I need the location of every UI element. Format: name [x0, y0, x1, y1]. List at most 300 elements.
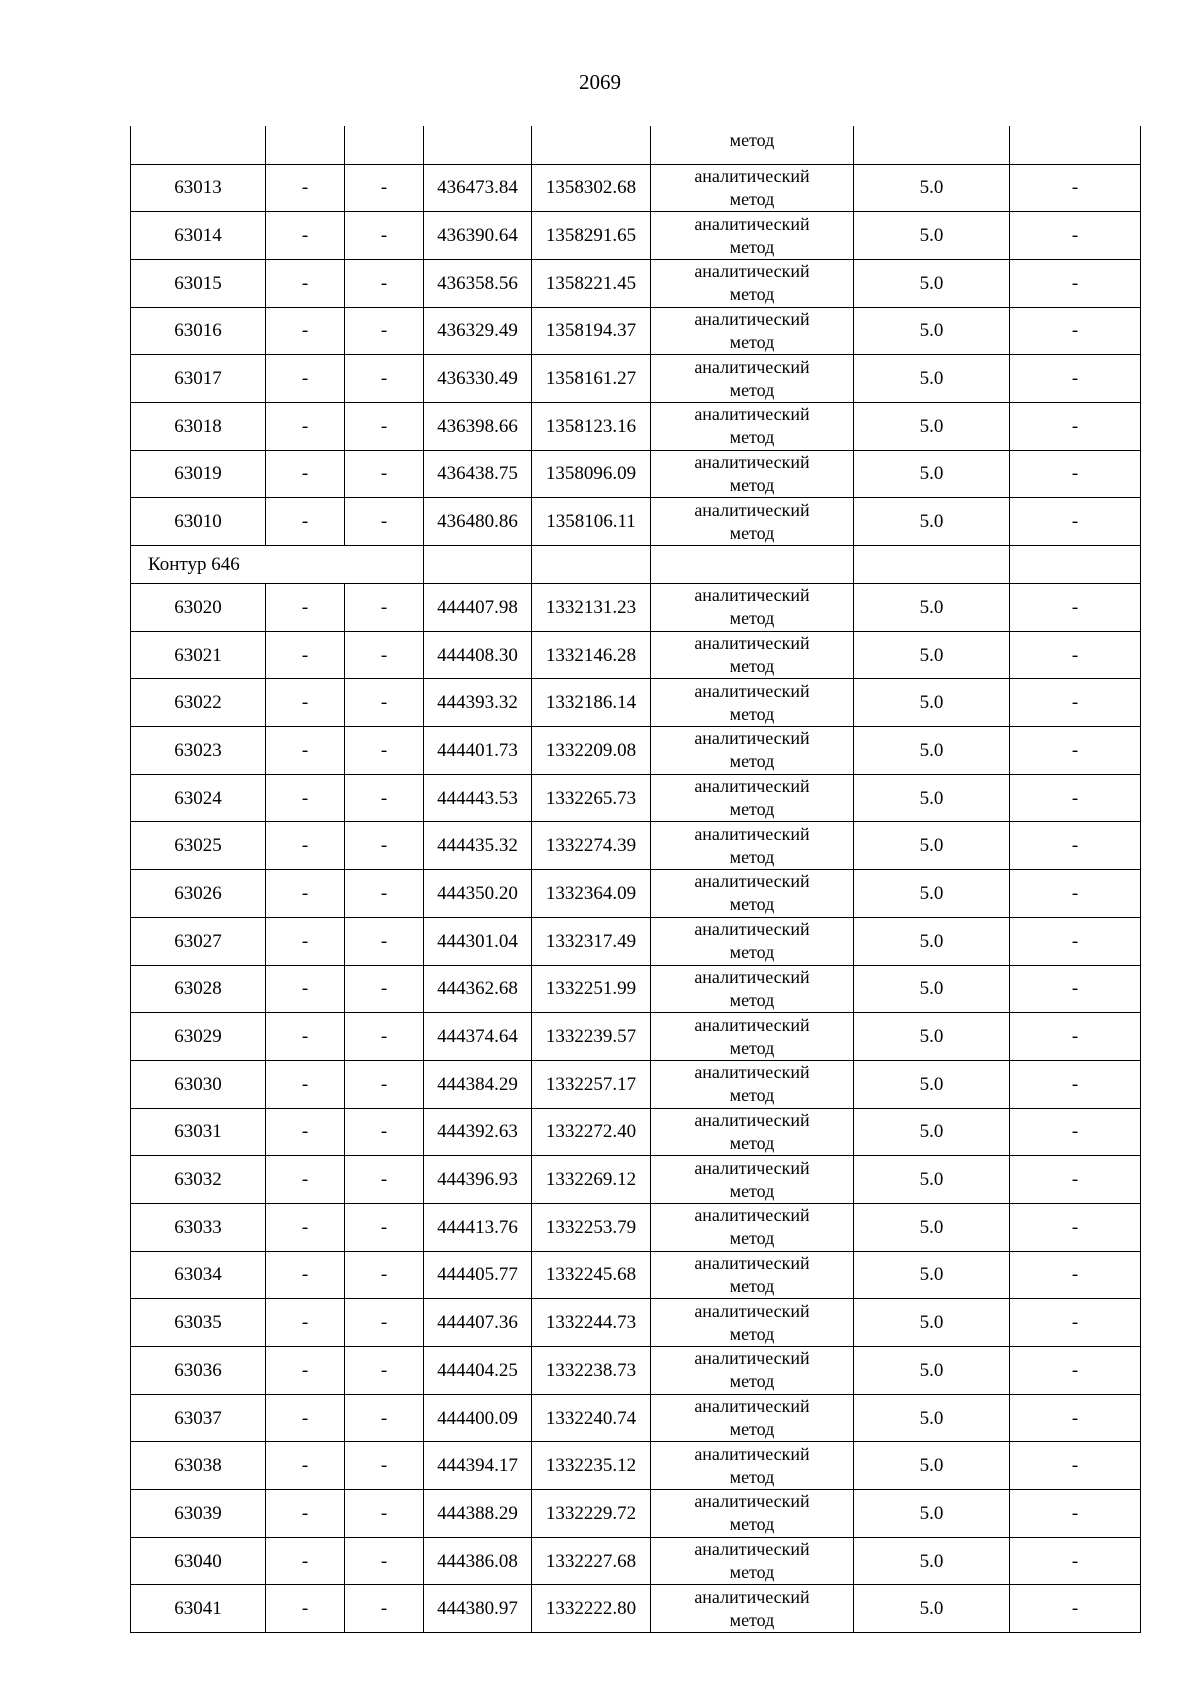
cell-col3: -	[345, 870, 424, 918]
cell-x: 436480.86	[424, 498, 532, 546]
cell-accuracy: 5.0	[854, 1347, 1010, 1395]
cell-accuracy: 5.0	[854, 259, 1010, 307]
cell-x: 444401.73	[424, 727, 532, 775]
cell-x: 444407.36	[424, 1299, 532, 1347]
cell-col3: -	[345, 917, 424, 965]
cell-method	[651, 1013, 854, 1061]
cell-accuracy: 5.0	[854, 631, 1010, 679]
cell-point-id: 63041	[131, 1585, 266, 1633]
cell-method	[651, 631, 854, 679]
cell-y: 1358096.09	[532, 450, 651, 498]
table-row	[131, 1156, 1141, 1204]
cell-col3: -	[345, 355, 424, 403]
cell-accuracy: 5.0	[854, 1442, 1010, 1490]
table-row	[131, 259, 1141, 307]
cell-method	[651, 402, 854, 450]
cell-col2: -	[266, 1203, 345, 1251]
cell-method	[651, 1108, 854, 1156]
cell-point-id: 63027	[131, 917, 266, 965]
method-line-2: метод	[729, 1419, 775, 1440]
cell-y: 1358161.27	[532, 355, 651, 403]
cell-col3: -	[345, 1108, 424, 1156]
cell-method	[651, 1251, 854, 1299]
cell-col8	[1010, 546, 1141, 584]
cell-col8: -	[1010, 164, 1141, 212]
method-line-1: аналитический	[694, 1491, 810, 1512]
cell-accuracy: 5.0	[854, 727, 1010, 775]
cell-y: 1332227.68	[532, 1537, 651, 1585]
cell-col8: -	[1010, 1108, 1141, 1156]
cell-col2: -	[266, 727, 345, 775]
method-line-2: метод	[729, 236, 775, 257]
cell-y: 1332209.08	[532, 727, 651, 775]
cell-col8: -	[1010, 1299, 1141, 1347]
cell-y: 1358291.65	[532, 212, 651, 260]
cell-x: 436438.75	[424, 450, 532, 498]
method-line-2: метод	[729, 608, 775, 629]
cell-col2: -	[266, 1108, 345, 1156]
cell-accuracy: 5.0	[854, 1060, 1010, 1108]
cell-point-id: 63016	[131, 307, 266, 355]
cell-col2: -	[266, 498, 345, 546]
cell-accuracy: 5.0	[854, 1203, 1010, 1251]
method-line-2: метод	[729, 1609, 775, 1630]
method-line-2: метод	[729, 656, 775, 677]
cell-col8: -	[1010, 402, 1141, 450]
cell-col3: -	[345, 1203, 424, 1251]
cell-x: 444396.93	[424, 1156, 532, 1204]
cell-col3: -	[345, 774, 424, 822]
cell-method	[651, 822, 854, 870]
cell-col3: -	[345, 584, 424, 632]
cell-accuracy: 5.0	[854, 164, 1010, 212]
table-row	[131, 1394, 1141, 1442]
method-line-1: аналитический	[694, 308, 810, 329]
method-line-1: аналитический	[694, 1300, 810, 1321]
cell-point-id: 63017	[131, 355, 266, 403]
cell-col8: -	[1010, 679, 1141, 727]
cell-method	[651, 1442, 854, 1490]
method-line-2: метод	[729, 751, 775, 772]
cell-point-id: 63021	[131, 631, 266, 679]
coordinates-table	[130, 126, 1141, 1633]
method-line-1: аналитический	[694, 1205, 810, 1226]
method-line-1: аналитический	[694, 356, 810, 377]
cell-x: 444443.53	[424, 774, 532, 822]
method-line-2: метод	[729, 188, 775, 209]
method-line-2: метод	[729, 522, 775, 543]
cell-col8	[1010, 126, 1141, 164]
cell-y: 1332222.80	[532, 1585, 651, 1633]
cell-method	[651, 679, 854, 727]
cell-y: 1332146.28	[532, 631, 651, 679]
method-line-2: метод	[729, 331, 775, 352]
cell-point-id: 63035	[131, 1299, 266, 1347]
cell-y: 1332272.40	[532, 1108, 651, 1156]
method-line-2: метод	[729, 799, 775, 820]
cell-y: 1332245.68	[532, 1251, 651, 1299]
method-line-2: метод	[729, 379, 775, 400]
cell-col2: -	[266, 631, 345, 679]
cell-col2: -	[266, 774, 345, 822]
method-line-2: метод	[729, 1323, 775, 1344]
cell-x: 436329.49	[424, 307, 532, 355]
method-line-2: метод	[729, 1466, 775, 1487]
cell-col3: -	[345, 402, 424, 450]
method-line-2: метод	[729, 1132, 775, 1153]
cell-point-id: 63014	[131, 212, 266, 260]
table-row	[131, 1585, 1141, 1633]
cell-col8: -	[1010, 822, 1141, 870]
cell-x	[424, 546, 532, 584]
cell-col3: -	[345, 498, 424, 546]
cell-accuracy: 5.0	[854, 212, 1010, 260]
cell-method	[651, 164, 854, 212]
method-line-1: аналитический	[694, 633, 810, 654]
cell-accuracy: 5.0	[854, 498, 1010, 546]
cell-point-id: 63028	[131, 965, 266, 1013]
cell-point-id: 63013	[131, 164, 266, 212]
cell-accuracy: 5.0	[854, 1108, 1010, 1156]
cell-y	[532, 126, 651, 164]
cell-accuracy: 5.0	[854, 1299, 1010, 1347]
cell-point-id: 63010	[131, 498, 266, 546]
cell-col8: -	[1010, 1156, 1141, 1204]
cell-col2: -	[266, 402, 345, 450]
method-line-2: метод	[729, 1228, 775, 1249]
cell-col8: -	[1010, 1203, 1141, 1251]
cell-col2: -	[266, 584, 345, 632]
cell-col2: -	[266, 1394, 345, 1442]
cell-x: 444408.30	[424, 631, 532, 679]
cell-point-id: 63031	[131, 1108, 266, 1156]
table-row	[131, 212, 1141, 260]
cell-accuracy: 5.0	[854, 584, 1010, 632]
cell-point-id: 63039	[131, 1490, 266, 1538]
cell-accuracy: 5.0	[854, 1013, 1010, 1061]
cell-col2: -	[266, 1251, 345, 1299]
method-line-2: метод	[729, 989, 775, 1010]
cell-method	[651, 1585, 854, 1633]
cell-col3: -	[345, 1394, 424, 1442]
table-row-continuation	[131, 126, 1141, 164]
cell-col2: -	[266, 822, 345, 870]
cell-point-id: 63025	[131, 822, 266, 870]
cell-col2: -	[266, 679, 345, 727]
cell-x: 444374.64	[424, 1013, 532, 1061]
table-row	[131, 774, 1141, 822]
cell-accuracy: 5.0	[854, 450, 1010, 498]
cell-x: 444393.32	[424, 679, 532, 727]
cell-point-id: 63038	[131, 1442, 266, 1490]
cell-accuracy: 5.0	[854, 1251, 1010, 1299]
cell-y: 1332240.74	[532, 1394, 651, 1442]
cell-point-id: 63040	[131, 1537, 266, 1585]
cell-y: 1332253.79	[532, 1203, 651, 1251]
method-line-1: аналитический	[694, 213, 810, 234]
cell-col3: -	[345, 1251, 424, 1299]
cell-method	[651, 1347, 854, 1395]
method-line-1: аналитический	[694, 261, 810, 282]
method-line-1: аналитический	[694, 1443, 810, 1464]
cell-col2: -	[266, 1156, 345, 1204]
cell-y: 1358106.11	[532, 498, 651, 546]
method-line-1: аналитический	[694, 919, 810, 940]
cell-method	[651, 259, 854, 307]
cell-point-id: 63029	[131, 1013, 266, 1061]
cell-y: 1332131.23	[532, 584, 651, 632]
cell-col2: -	[266, 259, 345, 307]
method-line-1: аналитический	[694, 1109, 810, 1130]
cell-col3: -	[345, 1013, 424, 1061]
method-line-2: метод	[729, 1514, 775, 1535]
cell-col2: -	[266, 1347, 345, 1395]
cell-col3: -	[345, 1156, 424, 1204]
cell-x	[424, 126, 532, 164]
method-line-2: метод	[729, 703, 775, 724]
cell-y: 1332257.17	[532, 1060, 651, 1108]
table-row	[131, 307, 1141, 355]
cell-col2: -	[266, 307, 345, 355]
cell-method	[651, 774, 854, 822]
cell-accuracy: 5.0	[854, 355, 1010, 403]
contour-header-row	[131, 546, 1141, 584]
cell-point-id: 63037	[131, 1394, 266, 1442]
cell-point-id: 63019	[131, 450, 266, 498]
cell-col2: -	[266, 164, 345, 212]
cell-accuracy: 5.0	[854, 402, 1010, 450]
cell-x: 444384.29	[424, 1060, 532, 1108]
cell-accuracy: 5.0	[854, 822, 1010, 870]
cell-method	[651, 1490, 854, 1538]
method-line-1: аналитический	[694, 1157, 810, 1178]
cell-col2: -	[266, 917, 345, 965]
method-line-2: метод	[729, 1085, 775, 1106]
cell-point-id: 63024	[131, 774, 266, 822]
cell-accuracy: 5.0	[854, 917, 1010, 965]
coordinates-table-body	[131, 126, 1141, 1633]
cell-y: 1358302.68	[532, 164, 651, 212]
table-row	[131, 584, 1141, 632]
cell-accuracy: 5.0	[854, 679, 1010, 727]
cell-point-id: 63036	[131, 1347, 266, 1395]
cell-col3: -	[345, 1347, 424, 1395]
cell-point-id	[131, 126, 266, 164]
table-row	[131, 1013, 1141, 1061]
table-row	[131, 402, 1141, 450]
table-row	[131, 870, 1141, 918]
cell-y: 1332244.73	[532, 1299, 651, 1347]
cell-accuracy: 5.0	[854, 1537, 1010, 1585]
cell-accuracy: 5.0	[854, 870, 1010, 918]
cell-col8: -	[1010, 1013, 1141, 1061]
method-line-1: аналитический	[694, 1062, 810, 1083]
table-row	[131, 450, 1141, 498]
cell-x: 444388.29	[424, 1490, 532, 1538]
cell-x: 436473.84	[424, 164, 532, 212]
cell-y	[532, 546, 651, 584]
table-row	[131, 1490, 1141, 1538]
cell-col8: -	[1010, 1060, 1141, 1108]
cell-point-id: 63033	[131, 1203, 266, 1251]
cell-y: 1332239.57	[532, 1013, 651, 1061]
cell-y: 1332364.09	[532, 870, 651, 918]
cell-col2: -	[266, 870, 345, 918]
cell-y: 1332229.72	[532, 1490, 651, 1538]
cell-x: 444435.32	[424, 822, 532, 870]
cell-x: 444405.77	[424, 1251, 532, 1299]
cell-col8: -	[1010, 498, 1141, 546]
cell-point-id: 63034	[131, 1251, 266, 1299]
cell-col2: -	[266, 1490, 345, 1538]
cell-col8: -	[1010, 1585, 1141, 1633]
cell-method	[651, 212, 854, 260]
cell-y: 1332317.49	[532, 917, 651, 965]
cell-col3: -	[345, 822, 424, 870]
method-line-2: метод	[729, 1180, 775, 1201]
method-line-2: метод	[729, 1562, 775, 1583]
method-line-1: аналитический	[694, 1348, 810, 1369]
cell-col2: -	[266, 1013, 345, 1061]
cell-y: 1332238.73	[532, 1347, 651, 1395]
method-line-2: метод	[729, 846, 775, 867]
cell-col8: -	[1010, 1537, 1141, 1585]
cell-col3: -	[345, 679, 424, 727]
cell-col8: -	[1010, 870, 1141, 918]
table-row	[131, 917, 1141, 965]
cell-x: 444392.63	[424, 1108, 532, 1156]
cell-accuracy: 5.0	[854, 1585, 1010, 1633]
cell-method	[651, 584, 854, 632]
cell-point-id: 63020	[131, 584, 266, 632]
cell-col2: -	[266, 1299, 345, 1347]
cell-col8: -	[1010, 355, 1141, 403]
cell-col2: -	[266, 212, 345, 260]
cell-y: 1358221.45	[532, 259, 651, 307]
cell-col2: -	[266, 1537, 345, 1585]
cell-col3: -	[345, 631, 424, 679]
cell-col3: -	[345, 164, 424, 212]
cell-method	[651, 355, 854, 403]
cell-col8: -	[1010, 450, 1141, 498]
cell-method	[651, 307, 854, 355]
method-line-2: метод	[729, 1275, 775, 1296]
cell-y: 1358123.16	[532, 402, 651, 450]
method-line-2: метод	[729, 942, 775, 963]
cell-method	[651, 870, 854, 918]
method-line-2: метод	[729, 1037, 775, 1058]
cell-col8: -	[1010, 917, 1141, 965]
cell-accuracy: 5.0	[854, 965, 1010, 1013]
cell-col8: -	[1010, 1251, 1141, 1299]
cell-accuracy: 5.0	[854, 1490, 1010, 1538]
table-row	[131, 1442, 1141, 1490]
cell-method	[651, 1537, 854, 1585]
cell-method	[651, 1203, 854, 1251]
cell-col3: -	[345, 307, 424, 355]
method-line-1: аналитический	[694, 1539, 810, 1560]
method-line-1: аналитический	[694, 165, 810, 186]
cell-col3: -	[345, 1060, 424, 1108]
cell-accuracy: 5.0	[854, 1394, 1010, 1442]
cell-method	[651, 727, 854, 775]
cell-y: 1332186.14	[532, 679, 651, 727]
cell-method	[651, 1156, 854, 1204]
cell-col8: -	[1010, 584, 1141, 632]
method-line-2: метод	[729, 894, 775, 915]
cell-col2: -	[266, 1585, 345, 1633]
cell-col2: -	[266, 355, 345, 403]
cell-col2: -	[266, 450, 345, 498]
cell-x: 436390.64	[424, 212, 532, 260]
cell-method	[651, 965, 854, 1013]
cell-point-id: 63022	[131, 679, 266, 727]
table-row	[131, 679, 1141, 727]
table-row	[131, 1060, 1141, 1108]
page-number: 2069	[579, 70, 621, 94]
cell-x: 444394.17	[424, 1442, 532, 1490]
cell-accuracy: 5.0	[854, 307, 1010, 355]
method-line-1: аналитический	[694, 585, 810, 606]
cell-x: 436358.56	[424, 259, 532, 307]
cell-point-id: 63018	[131, 402, 266, 450]
cell-x: 444350.20	[424, 870, 532, 918]
method-line-1: аналитический	[694, 823, 810, 844]
method-line-2: метод	[729, 1371, 775, 1392]
cell-x: 444400.09	[424, 1394, 532, 1442]
cell-accuracy	[854, 546, 1010, 584]
cell-col2	[266, 126, 345, 164]
method-line-2: метод	[729, 284, 775, 305]
method-line-1: аналитический	[694, 1252, 810, 1273]
method-line-1: аналитический	[694, 451, 810, 472]
cell-y: 1358194.37	[532, 307, 651, 355]
cell-y: 1332274.39	[532, 822, 651, 870]
cell-col8: -	[1010, 727, 1141, 775]
cell-x: 444301.04	[424, 917, 532, 965]
cell-point-id: 63032	[131, 1156, 266, 1204]
table-row	[131, 727, 1141, 775]
method-line-1: аналитический	[694, 1586, 810, 1607]
table-row	[131, 164, 1141, 212]
cell-col3: -	[345, 1299, 424, 1347]
method-line-1: аналитический	[694, 680, 810, 701]
cell-method	[651, 1394, 854, 1442]
cell-y: 1332265.73	[532, 774, 651, 822]
cell-col3: -	[345, 965, 424, 1013]
cell-method	[651, 546, 854, 584]
cell-x: 444362.68	[424, 965, 532, 1013]
cell-x: 444386.08	[424, 1537, 532, 1585]
contour-label: Контур 646	[131, 546, 424, 584]
cell-y: 1332235.12	[532, 1442, 651, 1490]
cell-col3: -	[345, 1442, 424, 1490]
cell-method	[651, 498, 854, 546]
cell-x: 444380.97	[424, 1585, 532, 1633]
cell-col2: -	[266, 965, 345, 1013]
cell-col8: -	[1010, 1347, 1141, 1395]
cell-method	[651, 1299, 854, 1347]
cell-col8: -	[1010, 307, 1141, 355]
cell-col3: -	[345, 1537, 424, 1585]
cell-point-id: 63015	[131, 259, 266, 307]
cell-col3: -	[345, 212, 424, 260]
cell-accuracy: 5.0	[854, 774, 1010, 822]
cell-point-id: 63026	[131, 870, 266, 918]
cell-col8: -	[1010, 1490, 1141, 1538]
method-line-1: аналитический	[694, 404, 810, 425]
cell-col2: -	[266, 1060, 345, 1108]
